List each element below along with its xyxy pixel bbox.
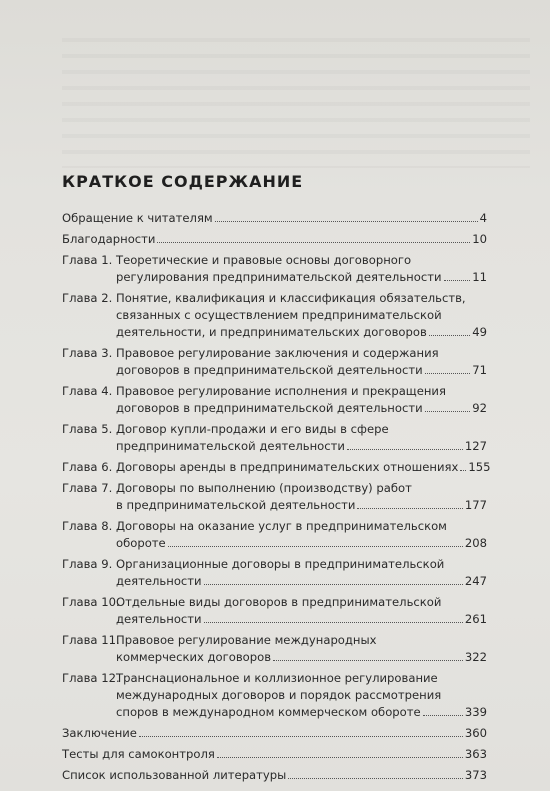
title-last-line	[62, 210, 487, 227]
page-number: 92	[472, 401, 487, 415]
title-last-line	[116, 611, 487, 628]
title-line: коммерческих договоров	[116, 650, 272, 664]
toc-entry	[62, 231, 487, 248]
title-last-line	[62, 725, 487, 742]
toc-entry	[62, 670, 487, 721]
title-line: Транснациональное и коллизионное регулирование	[116, 671, 438, 685]
dot-leader	[215, 221, 478, 222]
title-line: международных договоров и порядок рассмотрения	[116, 688, 442, 702]
title-line: деятельности, и предпринимательских договоров	[116, 325, 427, 339]
page-number: 373	[464, 768, 487, 782]
dot-leader	[217, 757, 463, 758]
toc-entry	[62, 480, 487, 514]
page-number: 247	[464, 574, 487, 588]
entry-title	[116, 252, 487, 286]
title-line: Обращение к читателям	[62, 211, 213, 225]
entry-title	[62, 231, 487, 248]
title-last-line	[116, 704, 487, 721]
entry-title	[116, 480, 487, 514]
page-number: 339	[464, 705, 487, 719]
title-line: Договоры аренды в предпринимательских отношениях	[116, 460, 459, 474]
entry-title	[116, 556, 487, 590]
chapter-number: Глава 1.	[62, 253, 113, 267]
dot-leader	[425, 411, 471, 412]
toc-entry	[62, 767, 487, 784]
title-last-line	[116, 535, 487, 552]
dot-leader	[168, 546, 463, 547]
chapter-number: Глава 5.	[62, 422, 113, 436]
title-last-line	[116, 269, 487, 286]
title-line: регулирования предпринимательской деятельности	[116, 270, 442, 284]
title-line: Тесты для самоконтроля	[62, 747, 215, 761]
chapter-number: Глава 9.	[62, 557, 113, 571]
title-line: Заключение	[62, 726, 137, 740]
dot-leader	[204, 584, 463, 585]
entry-title	[62, 767, 487, 784]
title-last-line	[116, 324, 487, 341]
table-of-contents	[62, 210, 491, 788]
title-line: обороте	[116, 536, 166, 550]
title-line: в предпринимательской деятельности	[116, 498, 356, 512]
title-line: деятельности	[116, 612, 202, 626]
title-line: Договоры на оказание услуг в предпринимательском	[116, 519, 447, 533]
chapter-number: Глава 4.	[62, 384, 113, 398]
title-last-line	[116, 438, 487, 455]
chapter-number: Глава 8.	[62, 519, 113, 533]
title-line: Организационные договоры в предпринимательской	[116, 557, 445, 571]
dot-leader	[357, 508, 462, 509]
title-last-line	[116, 497, 487, 514]
chapter-number: Глава 12.	[62, 671, 120, 685]
title-last-line	[116, 649, 487, 666]
page-number: 11	[472, 270, 487, 284]
title-line: Правовое регулирование исполнения и прекращения	[116, 384, 446, 398]
title-line: Понятие, квалификация и классификация обязательств,	[116, 291, 466, 305]
toc-entry	[62, 594, 487, 628]
entry-title	[62, 725, 487, 742]
title-line: Теоретические и правовые основы договорного	[116, 253, 412, 267]
entry-title	[116, 594, 487, 628]
dot-leader	[204, 622, 463, 623]
page-number: 155	[468, 460, 491, 474]
page-number: 10	[472, 232, 487, 246]
title-last-line	[116, 400, 487, 417]
toc-entry	[62, 518, 487, 552]
dot-leader	[157, 242, 470, 243]
title-line: связанных с осуществлением предпринимательской	[116, 308, 442, 322]
dot-leader	[444, 280, 471, 281]
toc-entry	[62, 290, 487, 341]
title-last-line	[62, 746, 487, 763]
dot-leader	[288, 778, 463, 779]
chapter-number: Глава 11.	[62, 633, 120, 647]
bleed-through-text	[62, 38, 530, 168]
title-line: договоров в предпринимательской деятельности	[116, 363, 423, 377]
toc-entry	[62, 725, 487, 742]
entry-title	[62, 746, 487, 763]
page-number: 4	[479, 211, 487, 225]
chapter-number: Глава 3.	[62, 346, 113, 360]
toc-entry	[62, 421, 487, 455]
page-number: 127	[464, 439, 487, 453]
toc-entry	[62, 252, 487, 286]
entry-title	[116, 518, 487, 552]
title-last-line	[116, 362, 487, 379]
entry-title	[62, 210, 487, 227]
title-line: предпринимательской деятельности	[116, 439, 345, 453]
page-title: КРАТКОЕ СОДЕРЖАНИЕ	[62, 172, 304, 191]
page-number: 322	[464, 650, 487, 664]
page-number: 261	[464, 612, 487, 626]
title-last-line	[62, 767, 487, 784]
toc-entry	[62, 746, 487, 763]
toc-entry	[62, 210, 487, 227]
title-line: Правовое регулирование международных	[116, 633, 377, 647]
toc-entry	[62, 459, 491, 476]
title-line: Правовое регулирование заключения и содержания	[116, 346, 439, 360]
entry-title	[116, 290, 487, 341]
title-line: Договоры по выполнению (производству) работ	[116, 481, 412, 495]
chapter-number: Глава 10.	[62, 595, 120, 609]
toc-entry	[62, 556, 487, 590]
toc-entry	[62, 345, 487, 379]
dot-leader	[425, 373, 471, 374]
dot-leader	[460, 470, 466, 471]
page-number: 208	[464, 536, 487, 550]
title-last-line	[116, 459, 491, 476]
page-number: 363	[464, 747, 487, 761]
toc-entry	[62, 383, 487, 417]
title-line: Отдельные виды договоров в предпринимательской	[116, 595, 442, 609]
entry-title	[116, 383, 487, 417]
dot-leader	[347, 449, 463, 450]
title-line: споров в международном коммерческом обороте	[116, 705, 421, 719]
title-line: деятельности	[116, 574, 202, 588]
entry-title	[116, 670, 487, 721]
dot-leader	[273, 660, 463, 661]
chapter-number: Глава 7.	[62, 481, 113, 495]
page-number: 71	[472, 363, 487, 377]
title-last-line	[62, 231, 487, 248]
title-line: Список использованной литературы	[62, 768, 287, 782]
chapter-number: Глава 2.	[62, 291, 113, 305]
toc-entry	[62, 632, 487, 666]
entry-title	[116, 459, 491, 476]
entry-title	[116, 632, 487, 666]
entry-title	[116, 345, 487, 379]
dot-leader	[423, 715, 463, 716]
entry-title	[116, 421, 487, 455]
title-line: Благодарности	[62, 232, 156, 246]
page-number: 177	[464, 498, 487, 512]
dot-leader	[429, 335, 470, 336]
chapter-number: Глава 6.	[62, 460, 113, 474]
page-number: 360	[464, 726, 487, 740]
dot-leader	[139, 736, 463, 737]
title-line: договоров в предпринимательской деятельности	[116, 401, 423, 415]
title-line: Договор купли-продажи и его виды в сфере	[116, 422, 389, 436]
title-last-line	[116, 573, 487, 590]
page-number: 49	[472, 325, 487, 339]
